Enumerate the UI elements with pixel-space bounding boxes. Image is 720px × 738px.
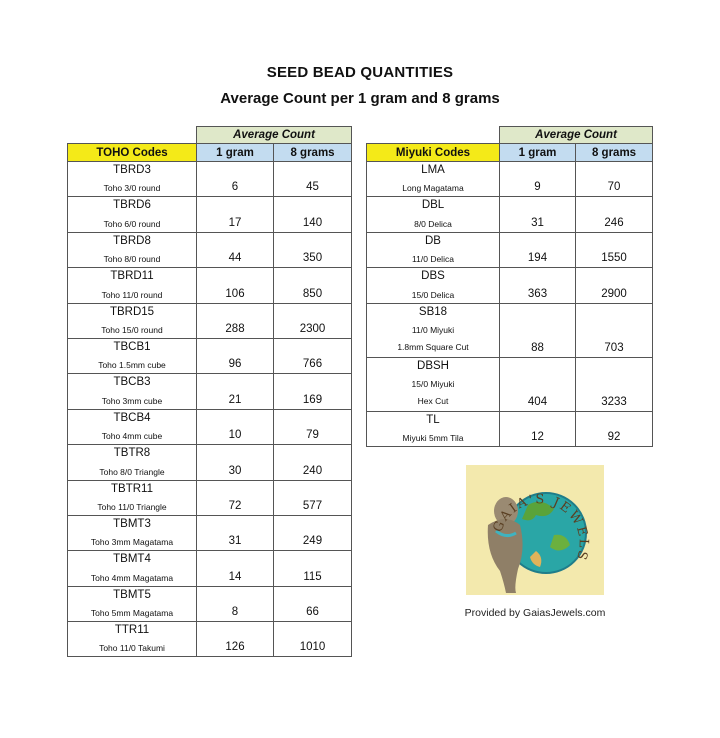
bead-code: TL	[426, 413, 440, 426]
count-1-gram: 31	[500, 197, 576, 232]
toho-code-cell	[68, 515, 197, 550]
toho-table-row	[68, 515, 352, 550]
bead-code: TBRD3	[113, 164, 151, 176]
count-8-grams: 1010	[274, 622, 352, 657]
toho-table-row	[68, 586, 352, 621]
toho-code-cell	[68, 303, 197, 338]
count-8-grams: 2900	[576, 268, 653, 303]
toho-code-cell	[68, 162, 197, 197]
count-8-grams: 115	[274, 551, 352, 586]
bead-code: TBRD11	[110, 270, 154, 283]
count-1-gram: 9	[500, 162, 576, 197]
miyuki-code-cell	[367, 303, 500, 357]
count-1-gram: 88	[500, 303, 576, 357]
count-8-grams: 577	[274, 480, 352, 515]
toho-table-row	[68, 232, 352, 267]
toho-average-count-header: Average Count	[197, 127, 352, 144]
bead-code: TBCB1	[113, 340, 151, 353]
miyuki-codes-header: Miyuki Codes	[367, 144, 500, 162]
page-title: SEED BEAD QUANTITIES	[266, 64, 454, 81]
gaias-jewels-logo	[466, 465, 604, 595]
bead-description: Toho 3mm Magatama	[90, 537, 174, 548]
toho-code-cell	[68, 551, 197, 586]
miyuki-table-row	[367, 197, 653, 232]
gaias-jewels-logo-icon	[466, 465, 604, 595]
toho-code-cell	[68, 445, 197, 480]
toho-8-grams-header: 8 grams	[274, 144, 352, 162]
miyuki-table-row	[367, 411, 653, 446]
miyuki-code-cell	[367, 162, 500, 197]
count-8-grams: 45	[274, 162, 352, 197]
count-8-grams: 240	[274, 445, 352, 480]
count-1-gram: 194	[500, 232, 576, 267]
toho-code-cell	[68, 338, 197, 373]
bead-code: DBL	[421, 199, 445, 212]
miyuki-8-grams-header: 8 grams	[576, 144, 653, 162]
toho-table-row	[68, 303, 352, 338]
count-1-gram: 126	[197, 622, 274, 657]
count-1-gram: 363	[500, 268, 576, 303]
bead-description: 8/0 Delica	[414, 218, 452, 229]
count-1-gram: 96	[197, 338, 274, 373]
bead-description: Long Magatama	[402, 183, 464, 194]
bead-description: Toho 4mm cube	[101, 431, 163, 442]
bead-code: TBRD6	[113, 199, 151, 212]
bead-description: Toho 6/0 round	[103, 218, 161, 229]
bead-code: TBCB4	[113, 411, 151, 424]
miyuki-table-row	[367, 357, 653, 411]
toho-table-row	[68, 445, 352, 480]
bead-description: Toho 8/0 round	[103, 254, 161, 265]
bead-code: TBMT4	[113, 553, 151, 566]
bead-code: TBMT3	[113, 517, 151, 530]
count-8-grams: 350	[274, 232, 352, 267]
credit-text: Provided by GaiasJewels.com	[464, 607, 606, 619]
toho-code-cell	[68, 197, 197, 232]
toho-table-row	[68, 197, 352, 232]
count-1-gram: 14	[197, 551, 274, 586]
count-1-gram: 17	[197, 197, 274, 232]
count-8-grams: 70	[576, 162, 653, 197]
bead-code: DBS	[421, 270, 445, 283]
toho-table-row	[68, 162, 352, 197]
bead-description: 11/0 Delica	[412, 254, 454, 265]
count-1-gram: 8	[197, 586, 274, 621]
bead-description: 11/0 Miyuki	[411, 324, 455, 335]
miyuki-table-row	[367, 232, 653, 267]
count-8-grams: 249	[274, 515, 352, 550]
miyuki-code-cell	[367, 357, 500, 411]
bead-code: TBTR11	[111, 482, 153, 495]
bead-description: 15/0 Miyuki	[411, 378, 455, 389]
toho-codes-header: TOHO Codes	[68, 144, 197, 162]
count-1-gram: 404	[500, 357, 576, 411]
bead-description-line-2: Hex Cut	[417, 395, 449, 406]
bead-description: Toho 11/0 round	[101, 289, 163, 300]
bead-description: Toho 5mm Magatama	[90, 608, 174, 619]
count-1-gram: 12	[500, 411, 576, 446]
toho-table-row	[68, 551, 352, 586]
bead-code: SB18	[418, 305, 448, 318]
count-8-grams: 140	[274, 197, 352, 232]
bead-description: Toho 3mm cube	[101, 395, 163, 406]
logo-arc-text: GAIA'S JEWELS	[490, 492, 591, 564]
toho-code-cell	[68, 268, 197, 303]
miyuki-code-cell	[367, 197, 500, 232]
bead-description: Toho 1.5mm cube	[98, 360, 166, 371]
miyuki-table-row	[367, 303, 653, 357]
bead-description: Toho 8/0 Triangle	[99, 466, 165, 477]
bead-description: Toho 11/0 Takumi	[99, 643, 165, 654]
toho-1-gram-header: 1 gram	[197, 144, 274, 162]
miyuki-code-cell	[367, 232, 500, 267]
count-8-grams: 246	[576, 197, 653, 232]
miyuki-1-gram-header: 1 gram	[500, 144, 576, 162]
bead-description: Toho 15/0 round	[101, 324, 163, 335]
miyuki-code-cell	[367, 268, 500, 303]
toho-code-cell	[68, 480, 197, 515]
bead-code: TBRD15	[109, 305, 155, 318]
count-8-grams: 2300	[274, 303, 352, 338]
page-subtitle: Average Count per 1 gram and 8 grams	[220, 90, 500, 107]
count-8-grams: 92	[576, 411, 653, 446]
toho-table-row	[68, 622, 352, 657]
bead-code: DB	[425, 234, 441, 247]
bead-code: TBCB3	[113, 376, 151, 389]
count-8-grams: 3233	[576, 357, 653, 411]
miyuki-table-row	[367, 268, 653, 303]
toho-table-row	[68, 268, 352, 303]
count-1-gram: 21	[197, 374, 274, 409]
bead-description: Toho 4mm Magatama	[90, 572, 174, 583]
toho-table-row	[68, 374, 352, 409]
toho-code-cell	[68, 622, 197, 657]
count-1-gram: 31	[197, 515, 274, 550]
toho-table-row	[68, 338, 352, 373]
count-8-grams: 79	[274, 409, 352, 444]
count-1-gram: 72	[197, 480, 274, 515]
toho-table-row	[68, 409, 352, 444]
toho-code-cell	[68, 586, 197, 621]
count-8-grams: 1550	[576, 232, 653, 267]
toho-code-cell	[68, 232, 197, 267]
count-1-gram: 10	[197, 409, 274, 444]
bead-code: TTR11	[114, 624, 150, 637]
bead-description: 15/0 Delica	[411, 289, 455, 300]
bead-description: Miyuki 5mm Tila	[402, 432, 464, 443]
miyuki-average-count-header: Average Count	[500, 127, 653, 144]
miyuki-table	[366, 126, 653, 447]
count-1-gram: 106	[197, 268, 274, 303]
count-8-grams: 66	[274, 586, 352, 621]
toho-code-cell	[68, 374, 197, 409]
count-1-gram: 6	[197, 162, 274, 197]
toho-table-row	[68, 480, 352, 515]
count-8-grams: 850	[274, 268, 352, 303]
count-8-grams: 703	[576, 303, 653, 357]
bead-code: DBSH	[417, 359, 449, 372]
bead-code: TBMT5	[113, 588, 151, 601]
bead-code: TBTR8	[113, 447, 151, 460]
bead-description-line-2: 1.8mm Square Cut	[397, 341, 469, 352]
count-8-grams: 169	[274, 374, 352, 409]
toho-code-cell	[68, 409, 197, 444]
bead-code: LMA	[421, 164, 445, 176]
bead-description: Toho 3/0 round	[103, 183, 161, 194]
count-1-gram: 44	[197, 232, 274, 267]
count-1-gram: 288	[197, 303, 274, 338]
miyuki-code-cell	[367, 411, 500, 446]
count-8-grams: 766	[274, 338, 352, 373]
miyuki-table-row	[367, 162, 653, 197]
bead-code: TBRD8	[113, 234, 151, 247]
count-1-gram: 30	[197, 445, 274, 480]
bead-description: Toho 11/0 Triangle	[97, 501, 167, 512]
toho-table	[67, 126, 352, 657]
